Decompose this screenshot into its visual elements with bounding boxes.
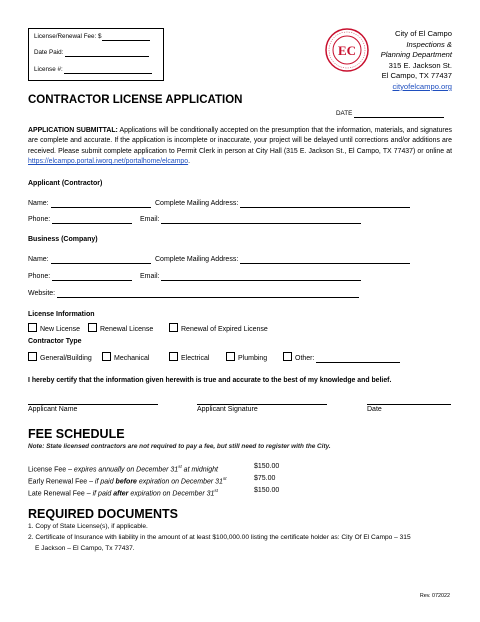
license-info-heading: License Information: [28, 311, 95, 318]
fee-row-late: [28, 486, 218, 498]
applicant-email-row: [140, 215, 361, 224]
applicant-name-label: Name:: [28, 200, 49, 207]
business-heading: Business (Company): [28, 236, 98, 243]
signature-date-caption: Date: [367, 406, 382, 413]
business-website-field[interactable]: [57, 290, 359, 298]
required-item-2-cont: E Jackson – El Campo, Tx 77437.: [35, 545, 135, 552]
submittal-lead: APPLICATION SUBMITTAL:: [28, 127, 118, 134]
fee-row-sup: st: [178, 464, 182, 469]
city-name: City of El Campo: [395, 29, 452, 38]
checkbox-plumbing[interactable]: [226, 355, 267, 362]
fee-row-label: Late Renewal Fee –: [28, 490, 93, 498]
business-mailing-field[interactable]: [240, 256, 410, 264]
business-mailing-row: [155, 255, 410, 264]
checkbox-box[interactable]: [28, 323, 37, 332]
fee-amount-early: $75.00: [254, 475, 276, 482]
checkbox-box[interactable]: [28, 352, 37, 361]
checkbox-box[interactable]: [169, 323, 178, 332]
fee-row-emphasis: before: [115, 478, 137, 486]
date-label: DATE: [336, 110, 353, 117]
business-name-row: [28, 255, 151, 264]
checkbox-general-building[interactable]: [28, 355, 92, 362]
fee-row-sup: st: [222, 476, 227, 481]
applicant-phone-label: Phone:: [28, 216, 51, 223]
fee-schedule-note: Note: State licensed contractors are not required to pay a fee, but still need to register with the City.: [28, 443, 331, 450]
fee-row-detail: if paid: [94, 478, 116, 486]
svg-text:EC: EC: [337, 43, 357, 58]
checkbox-new-license[interactable]: [28, 326, 80, 333]
dept-line-1: Inspections &: [406, 39, 452, 49]
date-field[interactable]: [354, 110, 444, 118]
certification-statement: I hereby certify that the information given herewith is true and accurate to the best of my knowledge and belief.: [28, 377, 392, 384]
street-address: 315 E. Jackson St.: [388, 60, 452, 70]
business-phone-row: [28, 272, 132, 281]
revision-code: Rev. 072022: [419, 593, 450, 599]
applicant-email-field[interactable]: [161, 216, 361, 224]
applicant-mailing-label: Complete Mailing Address:: [155, 200, 239, 207]
fee-field[interactable]: [102, 33, 150, 41]
license-expired-option: [169, 323, 268, 334]
option-label: Renewal of Expired License: [181, 326, 268, 333]
other-type-field[interactable]: [316, 355, 400, 363]
fee-schedule-heading: FEE SCHEDULE: [28, 427, 125, 441]
type-other-option: [283, 352, 400, 363]
business-phone-field[interactable]: [52, 273, 132, 281]
checkbox-box[interactable]: [102, 352, 111, 361]
city-address-block: [381, 29, 452, 93]
type-electrical-option: [169, 352, 209, 363]
required-documents-heading: REQUIRED DOCUMENTS: [28, 507, 179, 521]
business-phone-label: Phone:: [28, 273, 51, 280]
business-website-row: [28, 289, 359, 298]
date-line: [336, 110, 444, 118]
submittal-body: Applications will be conditionally accepted on the presumption that the information, materials, and signatures are complete and accurate. If the application is incomplete or inaccurate, your project will be delayed until corrections and/or additions are received. Please submit complete application to Permit Clerk in person at City Hall (315 E. Jackson St., El Campo, TX 77437) or online at: [28, 127, 452, 155]
fee-row-detail: if paid: [92, 490, 114, 498]
fee-row-detail-end: at midnight: [181, 466, 218, 474]
fee-row-early: [28, 474, 226, 486]
city-state-zip: El Campo, TX 77437: [381, 71, 452, 81]
applicant-phone-field[interactable]: [52, 216, 132, 224]
fee-row-sup: st: [214, 488, 218, 493]
option-label: New License: [40, 326, 81, 333]
type-general-option: [28, 352, 92, 363]
option-label: Renewal License: [100, 326, 154, 333]
fee-line: [34, 33, 150, 41]
business-email-row: [140, 272, 361, 281]
submittal-paragraph: [28, 126, 452, 168]
date-paid-label: Date Paid:: [34, 49, 64, 56]
license-info-options: [28, 323, 80, 334]
fee-row-detail-end: expiration on December 31: [136, 478, 223, 486]
business-email-label: Email:: [140, 273, 160, 280]
checkbox-box[interactable]: [88, 323, 97, 332]
checkbox-box[interactable]: [226, 352, 235, 361]
required-item-2: 2. Certificate of Insurance with liability in the amount of at least $100,000.00 listing the certificate holder as: City Of El Campo – 315: [28, 534, 411, 541]
contractor-type-heading: Contractor Type: [28, 338, 82, 345]
business-name-label: Name:: [28, 256, 49, 263]
license-no-label: License #:: [34, 66, 63, 73]
portal-link[interactable]: https://elcampo.portal.iworq.net/portalhome/elcampo: [28, 158, 189, 166]
fee-row-detail-end: expiration on December 31: [128, 490, 215, 498]
page-title: CONTRACTOR LICENSE APPLICATION: [28, 94, 243, 106]
option-label: Mechanical: [114, 355, 150, 362]
checkbox-other[interactable]: [283, 355, 314, 362]
option-label: General/Building: [40, 355, 92, 362]
applicant-name-caption: Applicant Name: [28, 406, 78, 413]
submittal-end: .: [188, 158, 191, 166]
fee-row-emphasis: after: [113, 490, 129, 498]
applicant-name-field[interactable]: [51, 200, 151, 208]
checkbox-box[interactable]: [283, 352, 292, 361]
checkbox-electrical[interactable]: [169, 355, 209, 362]
business-name-field[interactable]: [51, 256, 151, 264]
type-mechanical-option: [102, 352, 149, 363]
type-plumbing-option: [226, 352, 267, 363]
fee-row-detail: expires annually on December 31: [73, 466, 179, 474]
license-no-line: [34, 66, 152, 74]
required-item-1: 1. Copy of State License(s), if applicable.: [28, 523, 148, 530]
applicant-email-label: Email:: [140, 216, 160, 223]
license-renewal-option: [88, 323, 153, 334]
applicant-signature-caption: Applicant Signature: [197, 406, 258, 413]
applicant-mailing-row: [155, 199, 410, 208]
checkbox-box[interactable]: [169, 352, 178, 361]
business-website-label: Website:: [28, 290, 56, 297]
license-no-field[interactable]: [64, 66, 152, 74]
checkbox-renewal-expired[interactable]: [169, 326, 268, 333]
checkbox-renewal-license[interactable]: [88, 326, 153, 333]
business-email-field[interactable]: [161, 273, 361, 281]
checkbox-mechanical[interactable]: [102, 355, 149, 362]
applicant-phone-row: [28, 215, 132, 224]
applicant-heading: Applicant (Contractor): [28, 180, 103, 187]
option-label: Plumbing: [238, 355, 268, 362]
date-paid-line: [34, 49, 149, 57]
city-seal-logo: [325, 28, 369, 72]
fee-label: License/Renewal Fee: $: [34, 33, 102, 40]
fee-row-label: License Fee –: [28, 466, 74, 474]
business-mailing-label: Complete Mailing Address:: [155, 256, 239, 263]
dept-line-2: Planning Department: [380, 50, 452, 60]
fee-amount-license: $150.00: [254, 463, 280, 470]
fee-amount-late: $150.00: [254, 487, 280, 494]
applicant-mailing-field[interactable]: [240, 200, 410, 208]
fee-row-license: [28, 462, 218, 474]
option-label: Other:: [295, 355, 315, 362]
applicant-name-row: [28, 199, 151, 208]
option-label: Electrical: [181, 355, 210, 362]
city-website-link[interactable]: cityofelcampo.org: [392, 81, 452, 91]
fee-row-label: Early Renewal Fee –: [28, 478, 95, 486]
date-paid-field[interactable]: [65, 49, 149, 57]
